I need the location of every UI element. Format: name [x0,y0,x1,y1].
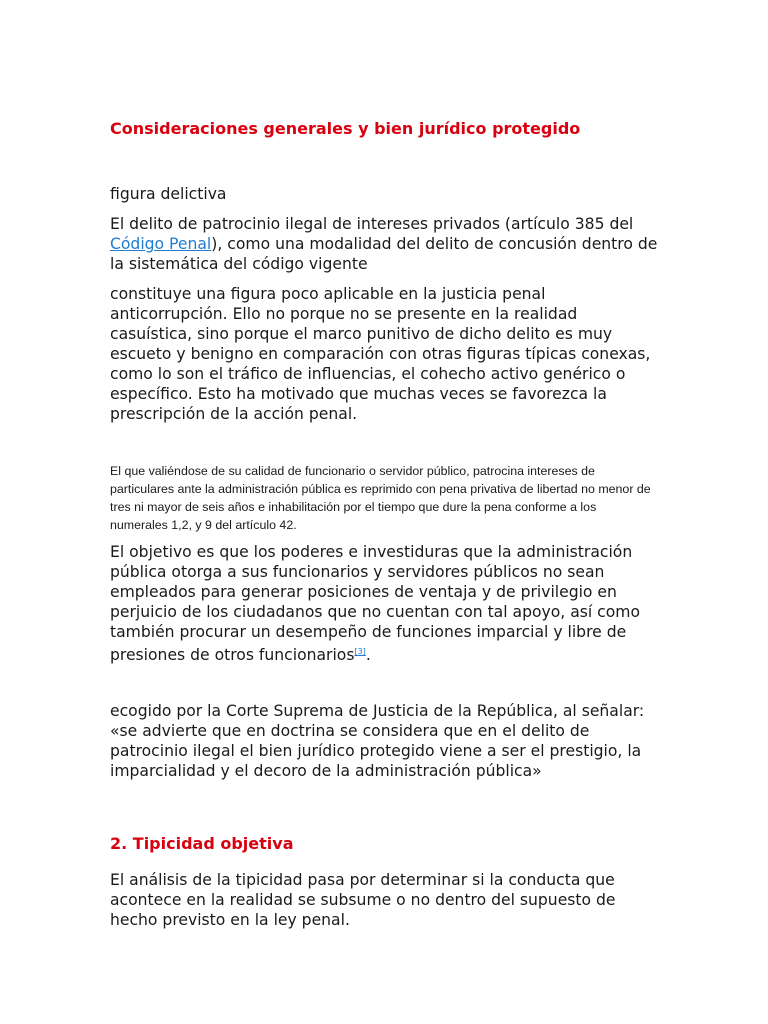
paragraph-objetivo [110,542,660,665]
paragraph-delito-text-end: ), como una modalidad del delito de concusión dentro de la sistemática del código vigente [110,235,658,273]
section-heading-tipicidad: 2. Tipicidad objetiva [110,834,294,853]
paragraph-delito-patrocinio [110,214,660,274]
section-heading-considerations: Consideraciones generales y bien jurídico protegido [110,119,581,138]
paragraph-constituye: constituye una figura poco aplicable en la justicia penal anticorrupción. Ello no porque no se presente en la realidad casuística, sino porque el marco punitivo de dicho delito es muy escueto y benigno en comparación con otras figuras típicas conexas, como lo son el tráfico de influencias, el cohecho activo genérico o específico. Esto ha motivado que muchas veces se favorezca la prescripción de la acción penal. [110,285,651,423]
codigo-penal-link[interactable]: Código Penal [110,235,212,253]
paragraph-delito-text-start: El delito de patrocinio ilegal de intereses privados (artículo 385 del [110,215,634,233]
paragraph-objetivo-period: . [365,646,371,664]
paragraph-objetivo-text: El objetivo es que los poderes e investiduras que la administración pública otorga a sus funcionarios y servidores públicos no sean empleados para generar posiciones de ventaja y de privilegio en perjuicio de los ciudadanos que no cuentan con tal apoyo, así como también procurar un desempeño de funciones imparcial y libre de presiones de otros funcionarios [110,543,641,664]
paragraph-figura-delictiva: figura delictiva [110,185,227,203]
footnote-link[interactable]: [3] [354,647,366,656]
paragraph-analisis: El análisis de la tipicidad pasa por determinar si la conducta que acontece en la realidad se subsume o no dentro del supuesto de hecho previsto en la ley penal. [110,871,616,929]
paragraph-legal-quote: El que valiéndose de su calidad de funcionario o servidor público, patrocina intereses de particulares ante la administración pública es reprimido con pena privativa de libertad no menor de tres ni mayor de seis años e inhabilitación por el tiempo que dure la pena conforme a los numerales 1,2, y 9 del artículo 42. [110,464,651,532]
paragraph-ecogido: ecogido por la Corte Suprema de Justicia de la República, al señalar: «se advierte que en doctrina se considera que en el delito de patrocinio ilegal el bien jurídico protegido viene a ser el prestigio, la imparcialidad y el decoro de la administración pública» [110,702,645,780]
